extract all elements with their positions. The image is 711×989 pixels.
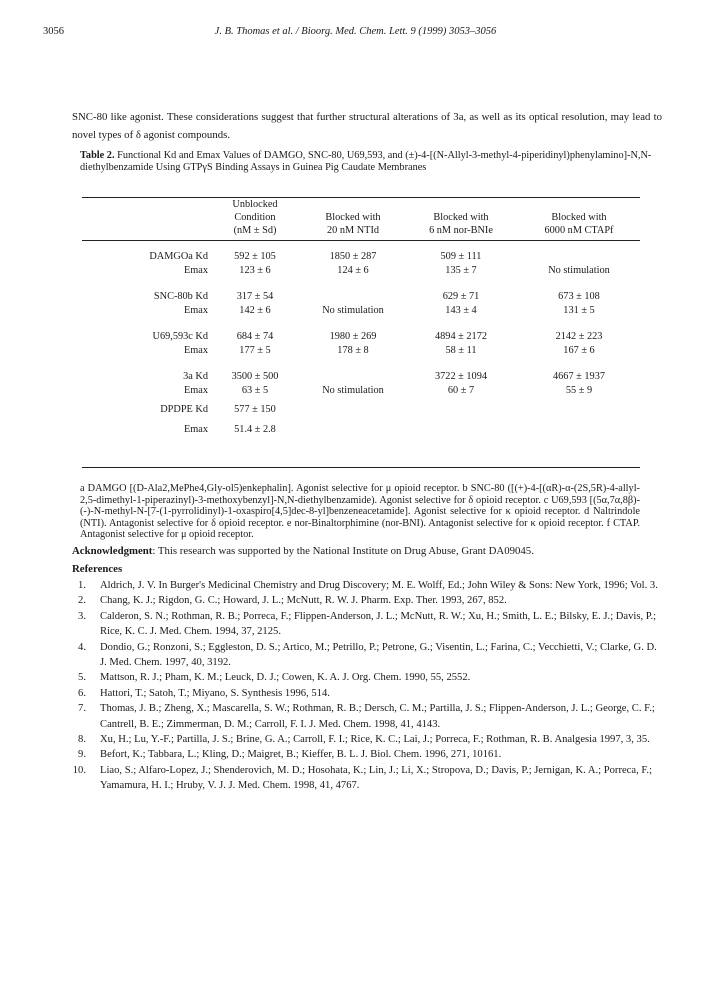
table-label: Table 2. [80,150,115,161]
table-row-label: DPDPE Kd [160,404,208,415]
table-cell: 177 ± 5 [239,345,271,356]
table-cell: 3500 ± 500 [231,371,279,382]
reference-number: 5 . [68,670,86,685]
table-row-label: SNC-80b Kd [153,291,208,302]
table-header-cell: Condition [234,212,276,223]
table-header-line [82,225,640,238]
table-header-line [82,212,640,225]
reference-text: Hattori, T.; Satoh, T.; Miyano, S. Synthesis 1996, 514. [100,687,330,699]
table-header-cell: 6000 nM CTAPf [544,225,614,236]
reference-number: 3 . [68,609,86,624]
reference-number: 9 . [68,747,86,762]
acknowledgment-text: : This research was supported by the National Institute on Drug Abuse, Grant DA09045. [152,545,534,557]
reference-text: Thomas, J. B.; Zheng, X.; Mascarella, S. W.; Rothman, R. B.; Dersch, C. M.; Partilla, J. S.; Flippen-Anderson, J. L.; George, C. F.; Cantrell, B. E.; Zimmerman, D. M.; Carroll, F. I. J. Med. Chem. 1998, 41, 4143. [100,703,655,730]
reference-item [72,747,662,762]
reference-text: Calderon, S. N.; Rothman, R. B.; Porreca, F.; Flippen-Anderson, J. L.; McNutt, R. W.; Xu, H.; Smith, L. E.; Bilsky, E. J.; Davis, P.; Rice, K. C. J. Med. Chem. 1994, 37, 2125. [100,610,657,638]
reference-text: Befort, K.; Tabbara, L.; Kling, D.; Maigret, B.; Kieffer, B. L. J. Biol. Chem. 1996, 271, 10161. [100,749,502,761]
table-row-label: Emax [183,385,208,396]
table-row-label: Emax [183,345,208,356]
reference-number: 4 . [68,640,86,655]
table-row [82,345,640,358]
reference-text: Mattson, R. J.; Pham, K. M.; Leuck, D. J.; Cowen, K. A. J. Org. Chem. 1990, 55, 2552. [100,672,471,684]
reference-item [72,686,662,701]
table-cell: 2142 ± 223 [555,331,603,342]
table-footnotes: a DAMGO [(D-Ala2,MePhe4,Gly-ol5)enkephalin]. Agonist selective for μ opioid receptor. b SNC-80 ([(+)-4-[(αR)-α-(2S,5R)-4-allyl-2,5-dimethyl-1-piperazinyl)-3-methoxybenzyl]-N,N-diethylbenzamide). Agonist selective for δ opioid receptor. c U69,593 [(5α,7α,8β)-(-)-N-methyl-N-[7-(1-pyrrolidinyl)-1-oxaspiro[4,5]dec-8-yl]benzeneacetamide]. Agonist selective for κ opioid receptor. d Naltrindole (NTI). Antagonist selective for δ opioid receptor. e nor-Binaltorphimine (nor-BNI). Antagonist selective for κ opioid receptor. f CTAP. Antagonist selective for μ opioid receptor. [80,483,640,541]
reference-item [72,640,662,671]
table-caption [80,150,656,174]
table-row-label: Emax [183,265,208,276]
reference-number: 8 . [68,732,86,747]
table-header-cell: (nM ± Sd) [233,225,277,236]
table-cell: 673 ± 108 [558,291,600,302]
reference-number: 1 . [68,578,86,593]
table-cell: 63 ± 5 [241,385,269,396]
table-row-label: Emax [183,305,208,316]
reference-text: Xu, H.; Lu, Y.-F.; Partilla, J. S.; Brine, G. A.; Carroll, F. I.; Rice, K. C.; Lai, J.; Porreca, F.; Rothman, R. B. Analgesia 1997, 3, 35. [100,734,650,746]
table-row-label: DAMGOa Kd [149,251,208,262]
acknowledgment [72,545,662,557]
table-cell: 60 ± 7 [447,385,475,396]
table-header-cell: 6 nM nor-BNIe [429,225,493,236]
table-row [82,371,640,384]
reference-item [72,670,662,685]
reference-item [72,701,662,732]
table-cell: No stimulation [322,305,384,316]
table-row [82,404,640,417]
table-header-cell: 20 nM NTId [326,225,380,236]
table-cell: No stimulation [322,385,384,396]
table-header-line [82,199,640,212]
table-cell: 142 ± 6 [239,305,271,316]
reference-item [72,732,662,747]
table-bottom-rule [82,467,640,468]
table-row-label: U69,593c Kd [152,331,208,342]
table-cell: 124 ± 6 [337,265,369,276]
table-cell: 135 ± 7 [445,265,477,276]
intro-paragraph: SNC-80 like agonist. These considerations suggest that further structural alterations of 3a, as well as its optical resolution, may lead to novel types of δ agonist compounds. [72,111,662,141]
table-row-label: 3a Kd [183,371,208,382]
table-header-cell: Blocked with [551,212,607,223]
table-cell: 317 ± 54 [236,291,274,302]
table-header-rule [82,240,640,241]
table-row [82,251,640,264]
table-cell: No stimulation [548,265,610,276]
table-cell: 55 ± 9 [565,385,593,396]
reference-item [72,578,662,593]
table-row [82,385,640,398]
table-cell: 684 ± 74 [236,331,274,342]
table-row [82,291,640,304]
reference-number: 6 . [68,686,86,701]
table-cell: 51.4 ± 2.8 [234,424,276,435]
references-list [72,578,662,794]
reference-number: 2 . [68,593,86,608]
table-cell: 1850 ± 287 [329,251,377,262]
table-cell: 577 ± 150 [234,404,276,415]
table-row [82,424,640,437]
reference-item [72,763,662,794]
reference-text: Dondio, G.; Ronzoni, S.; Eggleston, D. S.; Artico, M.; Petrillo, P.; Petrone, G.; Visentin, L.; Farina, C.; Vecchietti, V.; Clarke, G. D. J. Med. Chem. 1997, 40, 3192. [100,641,657,669]
table-cell: 123 ± 6 [239,265,271,276]
table-cell: 509 ± 111 [440,251,482,262]
reference-number: 7 . [68,701,86,716]
table-cell: 592 ± 105 [234,251,276,262]
reference-text: Liao, S.; Alfaro-Lopez, J.; Shenderovich, M. D.; Hosohata, K.; Lin, J.; Li, X.; Stropova, D.; Davis, P.; Jernigan, K. A.; Porreca, F.; Yamamura, H. I.; Hruby, V. J. J. Med. Chem. 1998, 41, 4767. [100,764,653,792]
table-header-cell: Blocked with [325,212,381,223]
table-header-cell: Blocked with [433,212,489,223]
reference-item [72,593,662,608]
table-row [82,265,640,278]
table-row [82,331,640,344]
table-cell: 58 ± 11 [445,345,477,356]
table-cell: 4894 ± 2172 [435,331,487,342]
table-header-cell: Unblocked [232,199,278,210]
reference-number: 10 . [68,763,86,778]
table-cell: 178 ± 8 [337,345,369,356]
page-number: 3056 [43,26,64,37]
table-top-rule [82,197,640,198]
table-row [82,305,640,318]
table-cell: 131 ± 5 [563,305,595,316]
table-row-label: Emax [183,424,208,435]
table-cell: 1980 ± 269 [329,331,377,342]
acknowledgment-label: Acknowledgment [72,545,153,557]
reference-item [72,609,662,640]
journal-reference: J. B. Thomas et al. / Bioorg. Med. Chem. Lett. 9 (1999) 3053–3056 [214,26,497,37]
table-cell: 167 ± 6 [563,345,595,356]
references-heading: References [72,563,123,575]
table-cell: 4667 ± 1937 [553,371,605,382]
table-cell: 3722 ± 1094 [435,371,487,382]
reference-text: Chang, K. J.; Rigdon, G. C.; Howard, J. L.; McNutt, R. W. J. Pharm. Exp. Ther. 1993, 267, 852. [100,595,507,607]
table-cell: 629 ± 71 [442,291,480,302]
reference-text: Aldrich, J. V. In Burger's Medicinal Chemistry and Drug Discovery; M. E. Wolff, Ed.; John Wiley & Sons: New York, 1996; Vol. 3. [100,580,658,591]
table-caption-text: Functional Kd and Emax Values of DAMGO, SNC-80, U69,593, and (±)-4-[(N-Allyl-3-methyl-4-piperidinyl)phenylamino]-N,N-diethylbenzamide Using GTPγS Binding Assays in Guinea Pig Caudate Membranes [80,150,652,173]
table-cell: 143 ± 4 [445,305,477,316]
